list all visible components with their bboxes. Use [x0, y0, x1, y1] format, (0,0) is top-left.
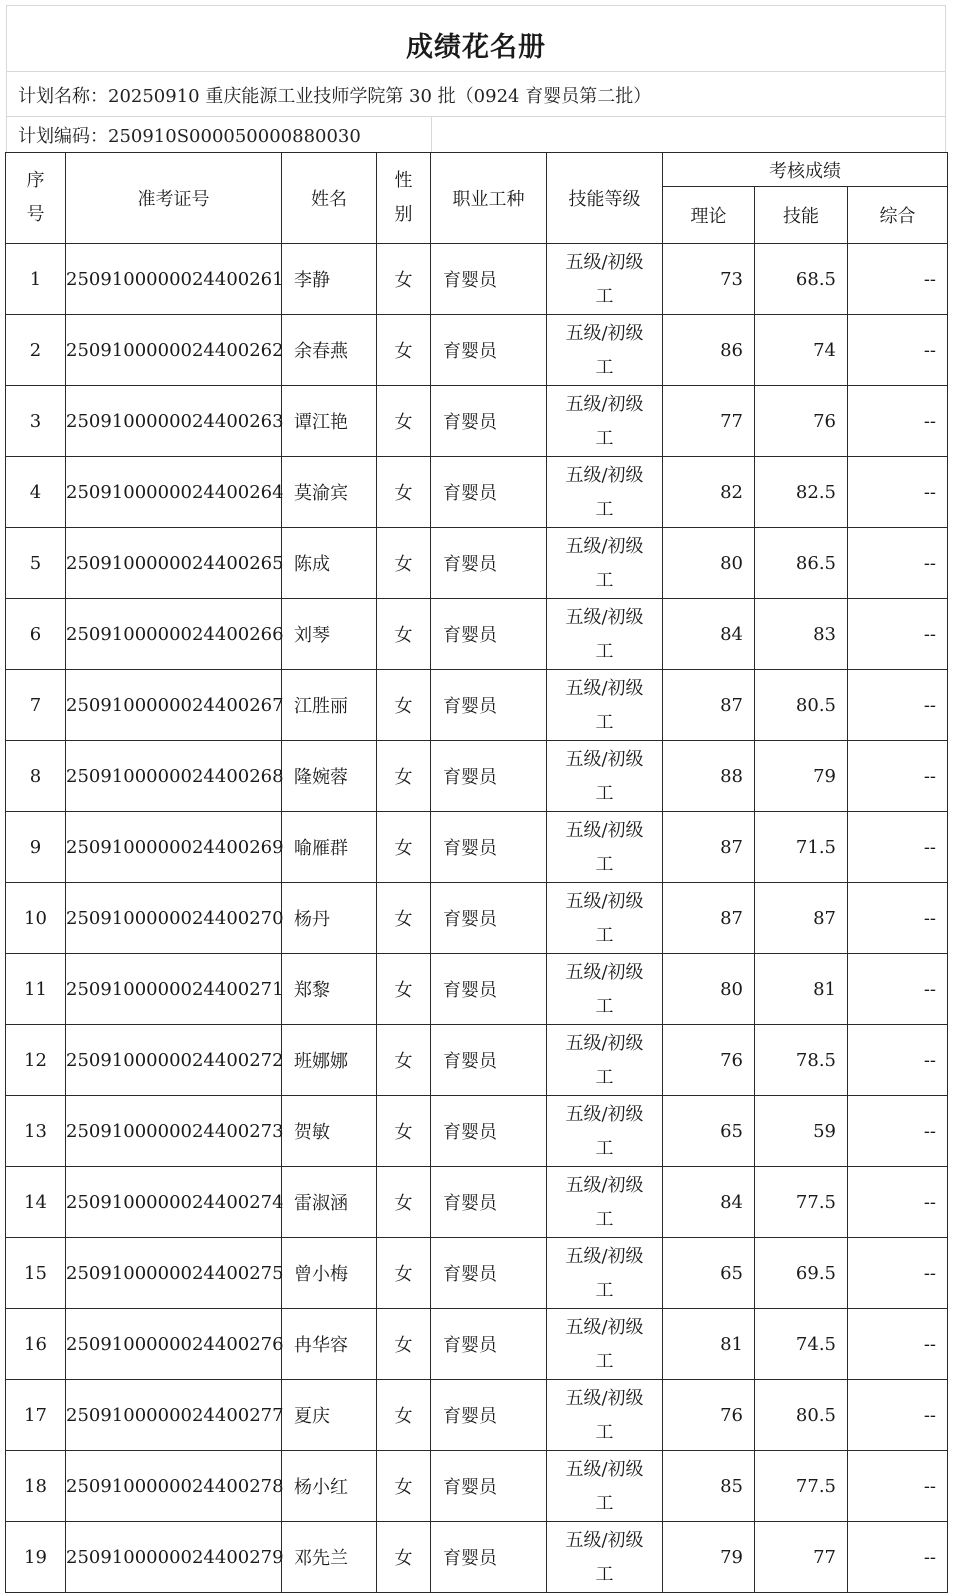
cell-seq: 9: [6, 812, 66, 883]
cell-job: 育婴员: [431, 599, 547, 670]
cell-seq: 18: [6, 1451, 66, 1522]
table-row: [6, 883, 948, 954]
cell-level: [547, 457, 663, 528]
cell-gender: 女: [377, 1096, 431, 1167]
cell-level-line1: 五级/初级: [565, 820, 644, 841]
cell-level: [547, 883, 663, 954]
table-row: [6, 315, 948, 386]
cell-gender: 女: [377, 1522, 431, 1593]
cell-level: [547, 1025, 663, 1096]
cell-name: 冉华容: [282, 1309, 377, 1380]
cell-job: 育婴员: [431, 883, 547, 954]
cell-level-line1: 五级/初级: [565, 323, 644, 344]
cell-job: 育婴员: [431, 1025, 547, 1096]
table-row: [6, 1522, 948, 1593]
cell-level-line1: 五级/初级: [565, 252, 644, 273]
cell-ticket: 2509100000024400265: [66, 528, 282, 599]
header-seq: [6, 153, 66, 244]
cell-level-line2: 工: [595, 1422, 614, 1443]
table-row: [6, 1451, 948, 1522]
cell-skill: 79: [755, 741, 848, 812]
cell-name: 刘琴: [282, 599, 377, 670]
cell-seq: 7: [6, 670, 66, 741]
cell-skill: 87: [755, 883, 848, 954]
header-job: 职业工种: [431, 153, 547, 244]
cell-level-line1: 五级/初级: [565, 749, 644, 770]
cell-theory: 76: [663, 1380, 755, 1451]
cell-gender: 女: [377, 315, 431, 386]
cell-level-line2: 工: [595, 286, 614, 307]
table-row: [6, 954, 948, 1025]
cell-level-line1: 五级/初级: [565, 678, 644, 699]
cell-ticket: 2509100000024400274: [66, 1167, 282, 1238]
cell-skill: 74.5: [755, 1309, 848, 1380]
cell-skill: 77.5: [755, 1451, 848, 1522]
cell-name: 雷淑涵: [282, 1167, 377, 1238]
cell-skill: 80.5: [755, 1380, 848, 1451]
cell-level: [547, 1096, 663, 1167]
header-theory: 理论: [663, 187, 755, 244]
cell-name: 隆婉蓉: [282, 741, 377, 812]
cell-level: [547, 599, 663, 670]
cell-ticket: 2509100000024400272: [66, 1025, 282, 1096]
cell-overall: --: [848, 1096, 948, 1167]
cell-seq: 5: [6, 528, 66, 599]
header-gender-line1: 性: [394, 170, 413, 191]
cell-ticket: 2509100000024400261: [66, 244, 282, 315]
cell-level: [547, 1522, 663, 1593]
cell-ticket: 2509100000024400276: [66, 1309, 282, 1380]
cell-level-line2: 工: [595, 925, 614, 946]
cell-ticket: 2509100000024400263: [66, 386, 282, 457]
cell-level-line2: 工: [595, 996, 614, 1017]
cell-theory: 73: [663, 244, 755, 315]
cell-level: [547, 386, 663, 457]
table-row: [6, 1025, 948, 1096]
cell-overall: --: [848, 315, 948, 386]
cell-level: [547, 812, 663, 883]
cell-job: 育婴员: [431, 1451, 547, 1522]
cell-seq: 11: [6, 954, 66, 1025]
cell-skill: 59: [755, 1096, 848, 1167]
table-row: [6, 670, 948, 741]
cell-level: [547, 1238, 663, 1309]
cell-gender: 女: [377, 741, 431, 812]
cell-job: 育婴员: [431, 812, 547, 883]
cell-gender: 女: [377, 1167, 431, 1238]
cell-level-line2: 工: [595, 357, 614, 378]
cell-ticket: 2509100000024400269: [66, 812, 282, 883]
cell-skill: 80.5: [755, 670, 848, 741]
table-row: [6, 244, 948, 315]
cell-gender: 女: [377, 457, 431, 528]
cell-theory: 77: [663, 386, 755, 457]
cell-level-line1: 五级/初级: [565, 394, 644, 415]
cell-theory: 65: [663, 1096, 755, 1167]
cell-skill: 71.5: [755, 812, 848, 883]
cell-level: [547, 954, 663, 1025]
table-row: [6, 1238, 948, 1309]
cell-job: 育婴员: [431, 1309, 547, 1380]
cell-level-line2: 工: [595, 1280, 614, 1301]
cell-level-line2: 工: [595, 499, 614, 520]
plan-code-row: [6, 117, 946, 153]
cell-seq: 6: [6, 599, 66, 670]
plan-name-value: 20250910 重庆能源工业技师学院第 30 批（0924 育婴员第二批）: [108, 86, 652, 107]
header-name: 姓名: [282, 153, 377, 244]
cell-level-line1: 五级/初级: [565, 1033, 644, 1054]
cell-name: 贺敏: [282, 1096, 377, 1167]
cell-gender: 女: [377, 883, 431, 954]
table-row: [6, 1167, 948, 1238]
cell-level-line1: 五级/初级: [565, 1175, 644, 1196]
cell-gender: 女: [377, 1309, 431, 1380]
cell-seq: 13: [6, 1096, 66, 1167]
cell-ticket: 2509100000024400267: [66, 670, 282, 741]
cell-name: 杨小红: [282, 1451, 377, 1522]
cell-gender: 女: [377, 1380, 431, 1451]
cell-level: [547, 741, 663, 812]
cell-name: 喻雁群: [282, 812, 377, 883]
cell-ticket: 2509100000024400266: [66, 599, 282, 670]
cell-job: 育婴员: [431, 741, 547, 812]
table-row: [6, 457, 948, 528]
cell-level-line2: 工: [595, 854, 614, 875]
cell-seq: 8: [6, 741, 66, 812]
cell-job: 育婴员: [431, 386, 547, 457]
table-row: [6, 386, 948, 457]
cell-gender: 女: [377, 1238, 431, 1309]
cell-level-line2: 工: [595, 428, 614, 449]
cell-overall: --: [848, 741, 948, 812]
table-body: [6, 244, 948, 1593]
cell-ticket: 2509100000024400278: [66, 1451, 282, 1522]
cell-level-line2: 工: [595, 712, 614, 733]
cell-theory: 87: [663, 812, 755, 883]
title-area: [6, 5, 946, 72]
plan-name: [18, 82, 651, 108]
cell-theory: 76: [663, 1025, 755, 1096]
plan-code: [18, 122, 361, 148]
cell-level-line2: 工: [595, 1138, 614, 1159]
cell-level-line2: 工: [595, 1067, 614, 1088]
cell-gender: 女: [377, 1025, 431, 1096]
cell-ticket: 2509100000024400275: [66, 1238, 282, 1309]
cell-job: 育婴员: [431, 1522, 547, 1593]
header-skill: 技能: [755, 187, 848, 244]
cell-level-line1: 五级/初级: [565, 891, 644, 912]
cell-job: 育婴员: [431, 1380, 547, 1451]
cell-overall: --: [848, 883, 948, 954]
cell-name: 谭江艳: [282, 386, 377, 457]
cell-name: 李静: [282, 244, 377, 315]
cell-overall: --: [848, 1451, 948, 1522]
header-scores: 考核成绩: [663, 153, 948, 187]
header-level: 技能等级: [547, 153, 663, 244]
cell-skill: 77.5: [755, 1167, 848, 1238]
cell-level: [547, 1167, 663, 1238]
cell-ticket: 2509100000024400268: [66, 741, 282, 812]
cell-name: 陈成: [282, 528, 377, 599]
cell-job: 育婴员: [431, 954, 547, 1025]
header-ticket: 准考证号: [66, 153, 282, 244]
plan-name-label: 计划名称：: [18, 86, 108, 107]
cell-level-line1: 五级/初级: [565, 607, 644, 628]
cell-overall: --: [848, 457, 948, 528]
cell-theory: 87: [663, 883, 755, 954]
cell-skill: 74: [755, 315, 848, 386]
cell-overall: --: [848, 528, 948, 599]
table-row: [6, 812, 948, 883]
cell-level: [547, 244, 663, 315]
plan-name-row: [6, 72, 946, 117]
cell-job: 育婴员: [431, 315, 547, 386]
table-row: [6, 1309, 948, 1380]
cell-ticket: 2509100000024400273: [66, 1096, 282, 1167]
table-row: [6, 1380, 948, 1451]
cell-overall: --: [848, 1380, 948, 1451]
cell-skill: 68.5: [755, 244, 848, 315]
table-row: [6, 1096, 948, 1167]
cell-name: 郑黎: [282, 954, 377, 1025]
cell-gender: 女: [377, 386, 431, 457]
cell-seq: 4: [6, 457, 66, 528]
header-overall: 综合: [848, 187, 948, 244]
cell-level-line1: 五级/初级: [565, 1530, 644, 1551]
cell-gender: 女: [377, 954, 431, 1025]
plan-code-value: 250910S000050000880030: [108, 126, 361, 147]
cell-seq: 14: [6, 1167, 66, 1238]
cell-theory: 85: [663, 1451, 755, 1522]
cell-gender: 女: [377, 1451, 431, 1522]
cell-level: [547, 1451, 663, 1522]
cell-job: 育婴员: [431, 1238, 547, 1309]
cell-ticket: 2509100000024400262: [66, 315, 282, 386]
cell-seq: 2: [6, 315, 66, 386]
table-row: [6, 528, 948, 599]
cell-gender: 女: [377, 599, 431, 670]
cell-skill: 86.5: [755, 528, 848, 599]
cell-theory: 80: [663, 954, 755, 1025]
cell-skill: 76: [755, 386, 848, 457]
cell-theory: 84: [663, 599, 755, 670]
cell-ticket: 2509100000024400277: [66, 1380, 282, 1451]
cell-overall: --: [848, 599, 948, 670]
cell-name: 莫渝宾: [282, 457, 377, 528]
cell-overall: --: [848, 954, 948, 1025]
cell-gender: 女: [377, 528, 431, 599]
cell-skill: 69.5: [755, 1238, 848, 1309]
cell-job: 育婴员: [431, 1096, 547, 1167]
cell-job: 育婴员: [431, 528, 547, 599]
plan-code-label: 计划编码：: [18, 126, 108, 147]
cell-level-line1: 五级/初级: [565, 465, 644, 486]
cell-skill: 77: [755, 1522, 848, 1593]
cell-level-line1: 五级/初级: [565, 1317, 644, 1338]
cell-level-line2: 工: [595, 641, 614, 662]
cell-name: 邓先兰: [282, 1522, 377, 1593]
cell-gender: 女: [377, 812, 431, 883]
header-gender: [377, 153, 431, 244]
cell-level-line2: 工: [595, 1493, 614, 1514]
cell-name: 江胜丽: [282, 670, 377, 741]
cell-level: [547, 670, 663, 741]
cell-seq: 1: [6, 244, 66, 315]
cell-skill: 81: [755, 954, 848, 1025]
cell-level-line1: 五级/初级: [565, 1104, 644, 1125]
cell-level: [547, 315, 663, 386]
cell-level-line1: 五级/初级: [565, 1246, 644, 1267]
cell-job: 育婴员: [431, 1167, 547, 1238]
table-row: [6, 599, 948, 670]
cell-level: [547, 1309, 663, 1380]
cell-ticket: 2509100000024400279: [66, 1522, 282, 1593]
cell-level-line1: 五级/初级: [565, 1388, 644, 1409]
cell-job: 育婴员: [431, 670, 547, 741]
cell-name: 夏庆: [282, 1380, 377, 1451]
cell-level: [547, 528, 663, 599]
cell-overall: --: [848, 812, 948, 883]
cell-theory: 87: [663, 670, 755, 741]
cell-name: 余春燕: [282, 315, 377, 386]
cell-level-line1: 五级/初级: [565, 1459, 644, 1480]
header-gender-line2: 别: [394, 204, 413, 225]
cell-theory: 81: [663, 1309, 755, 1380]
cell-theory: 65: [663, 1238, 755, 1309]
cell-seq: 3: [6, 386, 66, 457]
cell-level: [547, 1380, 663, 1451]
cell-theory: 84: [663, 1167, 755, 1238]
cell-level-line2: 工: [595, 1209, 614, 1230]
cell-theory: 82: [663, 457, 755, 528]
cell-theory: 86: [663, 315, 755, 386]
cell-job: 育婴员: [431, 244, 547, 315]
cell-overall: --: [848, 1238, 948, 1309]
cell-seq: 10: [6, 883, 66, 954]
cell-overall: --: [848, 386, 948, 457]
cell-gender: 女: [377, 244, 431, 315]
cell-skill: 82.5: [755, 457, 848, 528]
header-seq-line2: 号: [26, 204, 45, 225]
cell-overall: --: [848, 244, 948, 315]
divider: [431, 117, 432, 152]
cell-name: 班娜娜: [282, 1025, 377, 1096]
cell-theory: 80: [663, 528, 755, 599]
cell-job: 育婴员: [431, 457, 547, 528]
header-seq-line1: 序: [26, 170, 45, 191]
cell-name: 曾小梅: [282, 1238, 377, 1309]
score-table: [5, 152, 948, 1593]
cell-overall: --: [848, 1025, 948, 1096]
cell-level-line2: 工: [595, 1351, 614, 1372]
cell-level-line2: 工: [595, 570, 614, 591]
cell-skill: 78.5: [755, 1025, 848, 1096]
cell-ticket: 2509100000024400270: [66, 883, 282, 954]
cell-theory: 88: [663, 741, 755, 812]
cell-name: 杨丹: [282, 883, 377, 954]
page-title: 成绩花名册: [406, 32, 546, 63]
cell-seq: 16: [6, 1309, 66, 1380]
cell-level-line2: 工: [595, 783, 614, 804]
cell-level-line1: 五级/初级: [565, 536, 644, 557]
cell-level-line1: 五级/初级: [565, 962, 644, 983]
header-row-1: [6, 153, 948, 187]
cell-seq: 15: [6, 1238, 66, 1309]
cell-overall: --: [848, 670, 948, 741]
cell-level-line2: 工: [595, 1564, 614, 1585]
cell-overall: --: [848, 1522, 948, 1593]
cell-ticket: 2509100000024400271: [66, 954, 282, 1025]
cell-overall: --: [848, 1167, 948, 1238]
cell-skill: 83: [755, 599, 848, 670]
cell-seq: 17: [6, 1380, 66, 1451]
cell-theory: 79: [663, 1522, 755, 1593]
cell-gender: 女: [377, 670, 431, 741]
cell-ticket: 2509100000024400264: [66, 457, 282, 528]
cell-overall: --: [848, 1309, 948, 1380]
table-row: [6, 741, 948, 812]
cell-seq: 19: [6, 1522, 66, 1593]
cell-seq: 12: [6, 1025, 66, 1096]
